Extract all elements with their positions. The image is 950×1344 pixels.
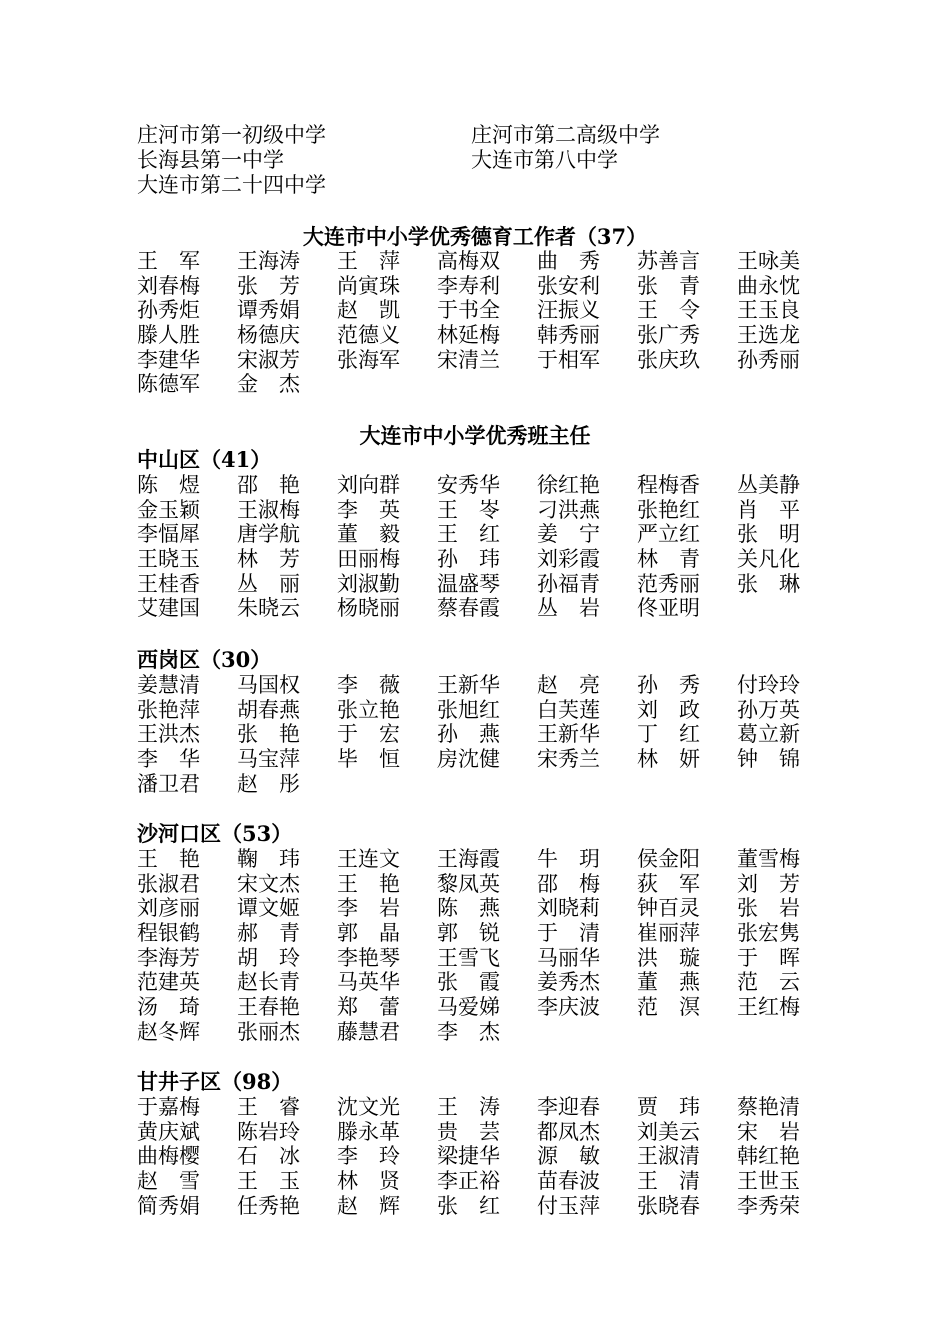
person-name: 刁洪燕	[537, 497, 600, 522]
name-row	[137, 323, 817, 348]
moral-name-grid	[137, 249, 817, 397]
name-row	[137, 847, 817, 872]
name-row	[137, 921, 817, 946]
person-name: 马国权	[237, 673, 300, 697]
person-name: 孙 玮	[437, 547, 500, 572]
person-name: 张 青	[637, 273, 700, 298]
person-name: 刘彦丽	[137, 896, 200, 921]
name-row	[137, 946, 817, 971]
person-name: 洪 璇	[637, 945, 700, 970]
person-name: 宋淑芳	[237, 347, 300, 372]
person-name: 王玉良	[737, 298, 800, 323]
name-row	[137, 1120, 817, 1145]
person-name: 郭 晶	[337, 921, 400, 946]
person-name: 汪振义	[537, 298, 600, 323]
person-name: 于书全	[437, 298, 500, 323]
name-row	[137, 348, 817, 373]
person-name: 李海芳	[137, 945, 200, 970]
person-name: 金玉颖	[137, 497, 200, 522]
school-name: 大连市第二十四中学	[137, 173, 326, 197]
person-name: 韩红艳	[737, 1144, 800, 1169]
person-name: 张 岩	[737, 896, 800, 921]
person-name: 李艳琴	[337, 945, 400, 970]
person-name: 邵 艳	[237, 473, 300, 497]
name-row	[137, 772, 817, 797]
person-name: 刘淑勤	[337, 571, 400, 596]
person-name: 刘 政	[637, 697, 700, 722]
person-name: 李正裕	[437, 1169, 500, 1194]
person-name: 佟亚明	[637, 596, 700, 621]
name-row	[137, 673, 817, 698]
person-name: 王 萍	[337, 249, 400, 273]
person-name: 宋秀兰	[537, 747, 600, 772]
person-name: 宋清兰	[437, 347, 500, 372]
person-name: 关凡化	[737, 547, 800, 572]
person-name: 姜 宁	[537, 522, 600, 547]
person-name: 王 军	[137, 249, 200, 273]
person-name: 王 玉	[237, 1169, 300, 1194]
name-row	[137, 1020, 817, 1045]
person-name: 张海军	[337, 347, 400, 372]
person-name: 钟 锦	[737, 747, 800, 772]
name-row	[137, 596, 817, 621]
person-name: 马丽华	[537, 945, 600, 970]
name-row	[137, 522, 817, 547]
person-name: 藤慧君	[337, 1019, 400, 1044]
person-name: 谭文姬	[237, 896, 300, 921]
person-name: 杨德庆	[237, 323, 300, 348]
person-name: 王 令	[637, 298, 700, 323]
district-name-grid	[137, 473, 817, 621]
person-name: 张晓春	[637, 1193, 700, 1218]
person-name: 马爱娣	[437, 995, 500, 1020]
name-row	[137, 722, 817, 747]
name-row	[137, 1194, 817, 1219]
person-name: 张 明	[737, 522, 800, 547]
person-name: 孙秀炬	[137, 298, 200, 323]
person-name: 范 溟	[637, 995, 700, 1020]
person-name: 安秀华	[437, 473, 500, 497]
person-name: 严立红	[637, 522, 700, 547]
person-name: 尚寅珠	[337, 273, 400, 298]
person-name: 王 涛	[437, 1095, 500, 1119]
school-list	[137, 123, 827, 198]
person-name: 林 妍	[637, 747, 700, 772]
person-name: 曲永忱	[737, 273, 800, 298]
person-name: 贾 玮	[637, 1095, 700, 1119]
school-row	[137, 173, 827, 198]
district-heading: 中山区（41）	[137, 447, 272, 472]
person-name: 滕人胜	[137, 323, 200, 348]
name-row	[137, 970, 817, 995]
person-name: 王 艳	[137, 847, 200, 871]
person-name: 丁 红	[637, 722, 700, 747]
person-name: 于 宏	[337, 722, 400, 747]
name-row	[137, 372, 817, 397]
person-name: 白芙莲	[537, 697, 600, 722]
person-name: 董 燕	[637, 970, 700, 995]
person-name: 王 清	[637, 1169, 700, 1194]
school-row	[137, 148, 827, 173]
person-name: 刘向群	[337, 473, 400, 497]
person-name: 李 华	[137, 747, 200, 772]
person-name: 范 云	[737, 970, 800, 995]
person-name: 滕永革	[337, 1119, 400, 1144]
person-name: 刘春梅	[137, 273, 200, 298]
person-name: 曲梅樱	[137, 1144, 200, 1169]
district-name-grid	[137, 1095, 817, 1218]
person-name: 唐学航	[237, 522, 300, 547]
person-name: 马宝萍	[237, 747, 300, 772]
moral-section-title: 大连市中小学优秀德育工作者（37）	[302, 224, 648, 249]
person-name: 朱晓云	[237, 596, 300, 621]
person-name: 郝 青	[237, 921, 300, 946]
person-name: 丛 岩	[537, 596, 600, 621]
person-name: 程梅香	[637, 473, 700, 497]
person-name: 宋 岩	[737, 1119, 800, 1144]
person-name: 李庆波	[537, 995, 600, 1020]
name-row	[137, 872, 817, 897]
person-name: 胡春燕	[237, 697, 300, 722]
school-row	[137, 123, 827, 148]
person-name: 赵 凯	[337, 298, 400, 323]
person-name: 王海霞	[437, 847, 500, 871]
person-name: 李建华	[137, 347, 200, 372]
name-row	[137, 995, 817, 1020]
person-name: 刘美云	[637, 1119, 700, 1144]
person-name: 张艳红	[637, 497, 700, 522]
name-row	[137, 1169, 817, 1194]
person-name: 张艳萍	[137, 697, 200, 722]
person-name: 王晓玉	[137, 547, 200, 572]
person-name: 金 杰	[237, 372, 300, 397]
person-name: 陈 燕	[437, 896, 500, 921]
person-name: 孙 燕	[437, 722, 500, 747]
person-name: 苏善言	[637, 249, 700, 273]
person-name: 王淑梅	[237, 497, 300, 522]
name-row	[137, 1095, 817, 1120]
person-name: 张广秀	[637, 323, 700, 348]
person-name: 范建英	[137, 970, 200, 995]
name-row	[137, 896, 817, 921]
name-row	[137, 298, 817, 323]
person-name: 张淑君	[137, 871, 200, 896]
name-row	[137, 698, 817, 723]
person-name: 王 红	[437, 522, 500, 547]
person-name: 蔡春霞	[437, 596, 500, 621]
person-name: 刘 芳	[737, 871, 800, 896]
person-name: 张 艳	[237, 722, 300, 747]
teachers-section-title: 大连市中小学优秀班主任	[359, 423, 591, 448]
person-name: 徐红艳	[537, 473, 600, 497]
person-name: 程银鹤	[137, 921, 200, 946]
person-name: 李 玲	[337, 1144, 400, 1169]
person-name: 姜慧清	[137, 673, 200, 697]
person-name: 张旭红	[437, 697, 500, 722]
person-name: 李 英	[337, 497, 400, 522]
name-row	[137, 473, 817, 498]
person-name: 葛立新	[737, 722, 800, 747]
person-name: 王红梅	[737, 995, 800, 1020]
person-name: 李迎春	[537, 1095, 600, 1119]
district-heading: 甘井子区（98）	[137, 1069, 293, 1094]
person-name: 于嘉梅	[137, 1095, 200, 1119]
person-name: 王春艳	[237, 995, 300, 1020]
person-name: 于相军	[537, 347, 600, 372]
person-name: 鞠 玮	[237, 847, 300, 871]
person-name: 范秀丽	[637, 571, 700, 596]
person-name: 范德义	[337, 323, 400, 348]
person-name: 黎凤英	[437, 871, 500, 896]
person-name: 崔丽萍	[637, 921, 700, 946]
person-name: 贵 芸	[437, 1119, 500, 1144]
name-row	[137, 498, 817, 523]
person-name: 王新华	[537, 722, 600, 747]
person-name: 王淑清	[637, 1144, 700, 1169]
person-name: 张 霞	[437, 970, 500, 995]
person-name: 韩秀丽	[537, 323, 600, 348]
person-name: 李秀荣	[737, 1193, 800, 1218]
school-name: 长海县第一中学	[137, 148, 284, 172]
person-name: 马英华	[337, 970, 400, 995]
person-name: 王 艳	[337, 871, 400, 896]
person-name: 王桂香	[137, 571, 200, 596]
person-name: 杨晓丽	[337, 596, 400, 621]
person-name: 张 琳	[737, 571, 800, 596]
person-name: 赵 雪	[137, 1169, 200, 1194]
person-name: 董雪梅	[737, 847, 800, 871]
person-name: 王世玉	[737, 1169, 800, 1194]
person-name: 张丽杰	[237, 1019, 300, 1044]
person-name: 林 青	[637, 547, 700, 572]
person-name: 张宏隽	[737, 921, 800, 946]
person-name: 赵 亮	[537, 673, 600, 697]
person-name: 赵 彤	[237, 771, 300, 796]
person-name: 于 晖	[737, 945, 800, 970]
person-name: 荻 军	[637, 871, 700, 896]
person-name: 郭 锐	[437, 921, 500, 946]
person-name: 王海涛	[237, 249, 300, 273]
person-name: 石 冰	[237, 1144, 300, 1169]
school-name: 庄河市第一初级中学	[137, 123, 326, 147]
person-name: 赵冬辉	[137, 1019, 200, 1044]
person-name: 苗春波	[537, 1169, 600, 1194]
person-name: 邵 梅	[537, 871, 600, 896]
person-name: 王 睿	[237, 1095, 300, 1119]
person-name: 张 芳	[237, 273, 300, 298]
person-name: 牛 玥	[537, 847, 600, 871]
person-name: 王 岺	[437, 497, 500, 522]
person-name: 孙 秀	[637, 673, 700, 697]
person-name: 林 芳	[237, 547, 300, 572]
district-heading: 沙河口区（53）	[137, 821, 293, 846]
name-row	[137, 547, 817, 572]
name-row	[137, 274, 817, 299]
person-name: 张庆玖	[637, 347, 700, 372]
name-row	[137, 747, 817, 772]
person-name: 付玲玲	[737, 673, 800, 697]
district-name-grid	[137, 673, 817, 796]
person-name: 毕 恒	[337, 747, 400, 772]
person-name: 王咏美	[737, 249, 800, 273]
person-name: 刘晓莉	[537, 896, 600, 921]
person-name: 孙万英	[737, 697, 800, 722]
person-name: 郑 蕾	[337, 995, 400, 1020]
person-name: 赵长青	[237, 970, 300, 995]
person-name: 田丽梅	[337, 547, 400, 572]
person-name: 汤 琦	[137, 995, 200, 1020]
person-name: 都凤杰	[537, 1119, 600, 1144]
district-heading: 西岗区（30）	[137, 647, 272, 672]
name-row	[137, 1144, 817, 1169]
person-name: 王连文	[337, 847, 400, 871]
person-name: 高梅双	[437, 249, 500, 273]
person-name: 丛 丽	[237, 571, 300, 596]
person-name: 李 薇	[337, 673, 400, 697]
person-name: 李 杰	[437, 1019, 500, 1044]
name-row	[137, 249, 817, 274]
person-name: 温盛琴	[437, 571, 500, 596]
person-name: 沈文光	[337, 1095, 400, 1119]
person-name: 王新华	[437, 673, 500, 697]
person-name: 黄庆斌	[137, 1119, 200, 1144]
person-name: 梁捷华	[437, 1144, 500, 1169]
person-name: 董 毅	[337, 522, 400, 547]
person-name: 陈 煜	[137, 473, 200, 497]
person-name: 简秀娟	[137, 1193, 200, 1218]
person-name: 李 岩	[337, 896, 400, 921]
person-name: 姜秀杰	[537, 970, 600, 995]
person-name: 肖 平	[737, 497, 800, 522]
district-name-grid	[137, 847, 817, 1045]
person-name: 林 贤	[337, 1169, 400, 1194]
person-name: 丛美静	[737, 473, 800, 497]
person-name: 宋文杰	[237, 871, 300, 896]
person-name: 房沈健	[437, 747, 500, 772]
person-name: 付玉萍	[537, 1193, 600, 1218]
name-row	[137, 572, 817, 597]
person-name: 王选龙	[737, 323, 800, 348]
person-name: 任秀艳	[237, 1193, 300, 1218]
person-name: 源 敏	[537, 1144, 600, 1169]
person-name: 李愊犀	[137, 522, 200, 547]
person-name: 陈德军	[137, 372, 200, 397]
person-name: 谭秀娟	[237, 298, 300, 323]
person-name: 潘卫君	[137, 771, 200, 796]
person-name: 张安利	[537, 273, 600, 298]
person-name: 于 清	[537, 921, 600, 946]
school-name: 庄河市第二高级中学	[471, 123, 660, 147]
person-name: 艾建国	[137, 596, 200, 621]
person-name: 李寿利	[437, 273, 500, 298]
person-name: 侯金阳	[637, 847, 700, 871]
person-name: 陈岩玲	[237, 1119, 300, 1144]
person-name: 林延梅	[437, 323, 500, 348]
school-name: 大连市第八中学	[471, 148, 618, 172]
person-name: 钟百灵	[637, 896, 700, 921]
person-name: 刘彩霞	[537, 547, 600, 572]
person-name: 王洪杰	[137, 722, 200, 747]
person-name: 曲 秀	[537, 249, 600, 273]
person-name: 孙秀丽	[737, 347, 800, 372]
person-name: 王雪飞	[437, 945, 500, 970]
person-name: 张立艳	[337, 697, 400, 722]
person-name: 蔡艳清	[737, 1095, 800, 1119]
person-name: 赵 辉	[337, 1193, 400, 1218]
person-name: 张 红	[437, 1193, 500, 1218]
person-name: 孙福青	[537, 571, 600, 596]
person-name: 胡 玲	[237, 945, 300, 970]
